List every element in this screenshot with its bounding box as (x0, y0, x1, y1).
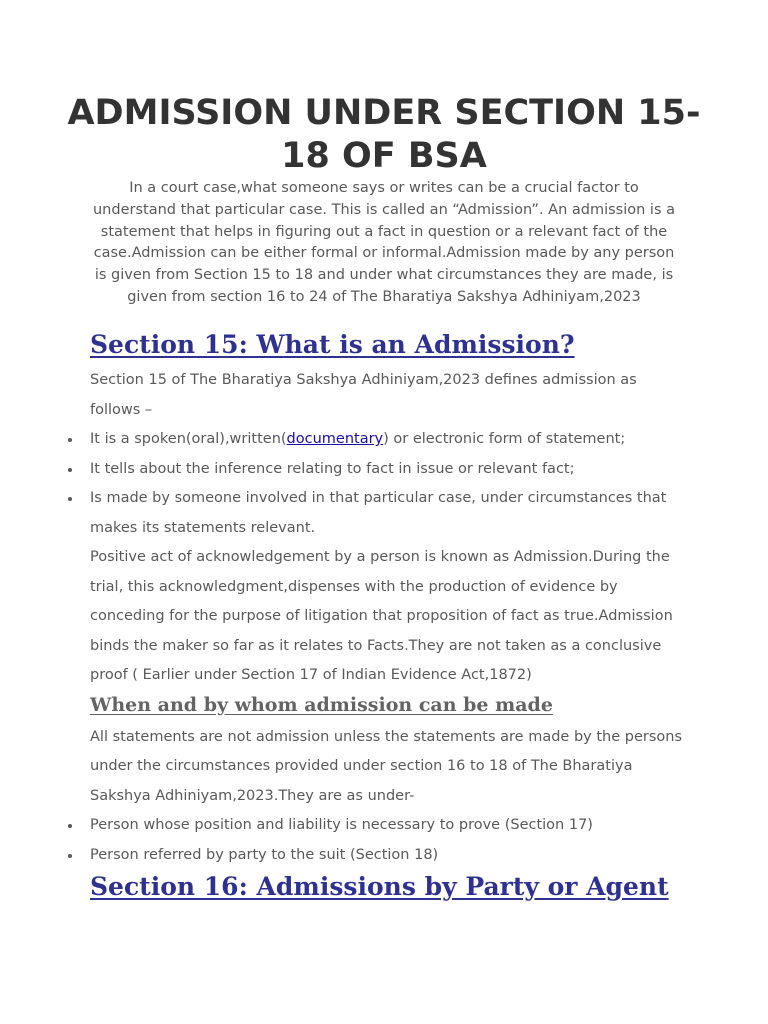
section-15-bullet-list (90, 425, 690, 543)
when-whom-paragraph: All statements are not admission unless the statements are made by the persons under the circumstances provided under section 16 to 18 of The Bharatiya Sakshya Adhiniyam,2023.They are as under- (90, 728, 682, 804)
article-body (90, 328, 690, 904)
list-item (90, 425, 690, 455)
documentary-link[interactable]: documentary (286, 431, 384, 447)
list-item: Person referred by party to the suit (Section 18) (90, 841, 690, 871)
section-15-heading: Section 15: What is an Admission? (90, 330, 575, 359)
list-item: Person whose position and liability is necessary to prove (Section 17) (90, 811, 690, 841)
page-title: ADMISSION UNDER SECTION 15-18 OF BSA (67, 93, 701, 176)
list-item: It tells about the inference relating to fact in issue or relevant fact; (90, 455, 690, 485)
section-15-paragraph: Positive act of acknowledgement by a person is known as Admission.During the trial, this acknowledgment,dispenses with the production of evidence by conceding for the purpose of litigation that proposition of fact as true.Admission binds the maker so far as it relates to Facts.They are not taken as a conclusive proof ( Earlier under Section 17 of Indian Evidence Act,1872) (90, 549, 673, 683)
section-16-heading: Section 16: Admissions by Party or Agent (90, 872, 669, 901)
bullet-1-text-after: ) or electronic form of statement; (383, 431, 626, 447)
when-whom-heading: When and by whom admission can be made (90, 693, 553, 716)
intro-paragraph: In a court case,what someone says or writes can be a crucial factor to understand that particular case. This is called an “Admission”. An admission is a statement that helps in figuring out a fact in question or a relevant fact of the case.Admission can be either formal or informal.Admission made by any person is given from Section 15 to 18 and under what circumstances they are made, is given from section 16 to 24 of The Bharatiya Sakshya Adhiniyam,2023 (92, 180, 676, 305)
when-whom-bullet-list (90, 811, 690, 870)
bullet-1-text-before: It is a spoken(oral),written( (90, 431, 287, 447)
list-item: Is made by someone involved in that particular case, under circumstances that makes its statements relevant. (90, 484, 690, 543)
section-15-lead: Section 15 of The Bharatiya Sakshya Adhiniyam,2023 defines admission as follows – (90, 372, 637, 418)
